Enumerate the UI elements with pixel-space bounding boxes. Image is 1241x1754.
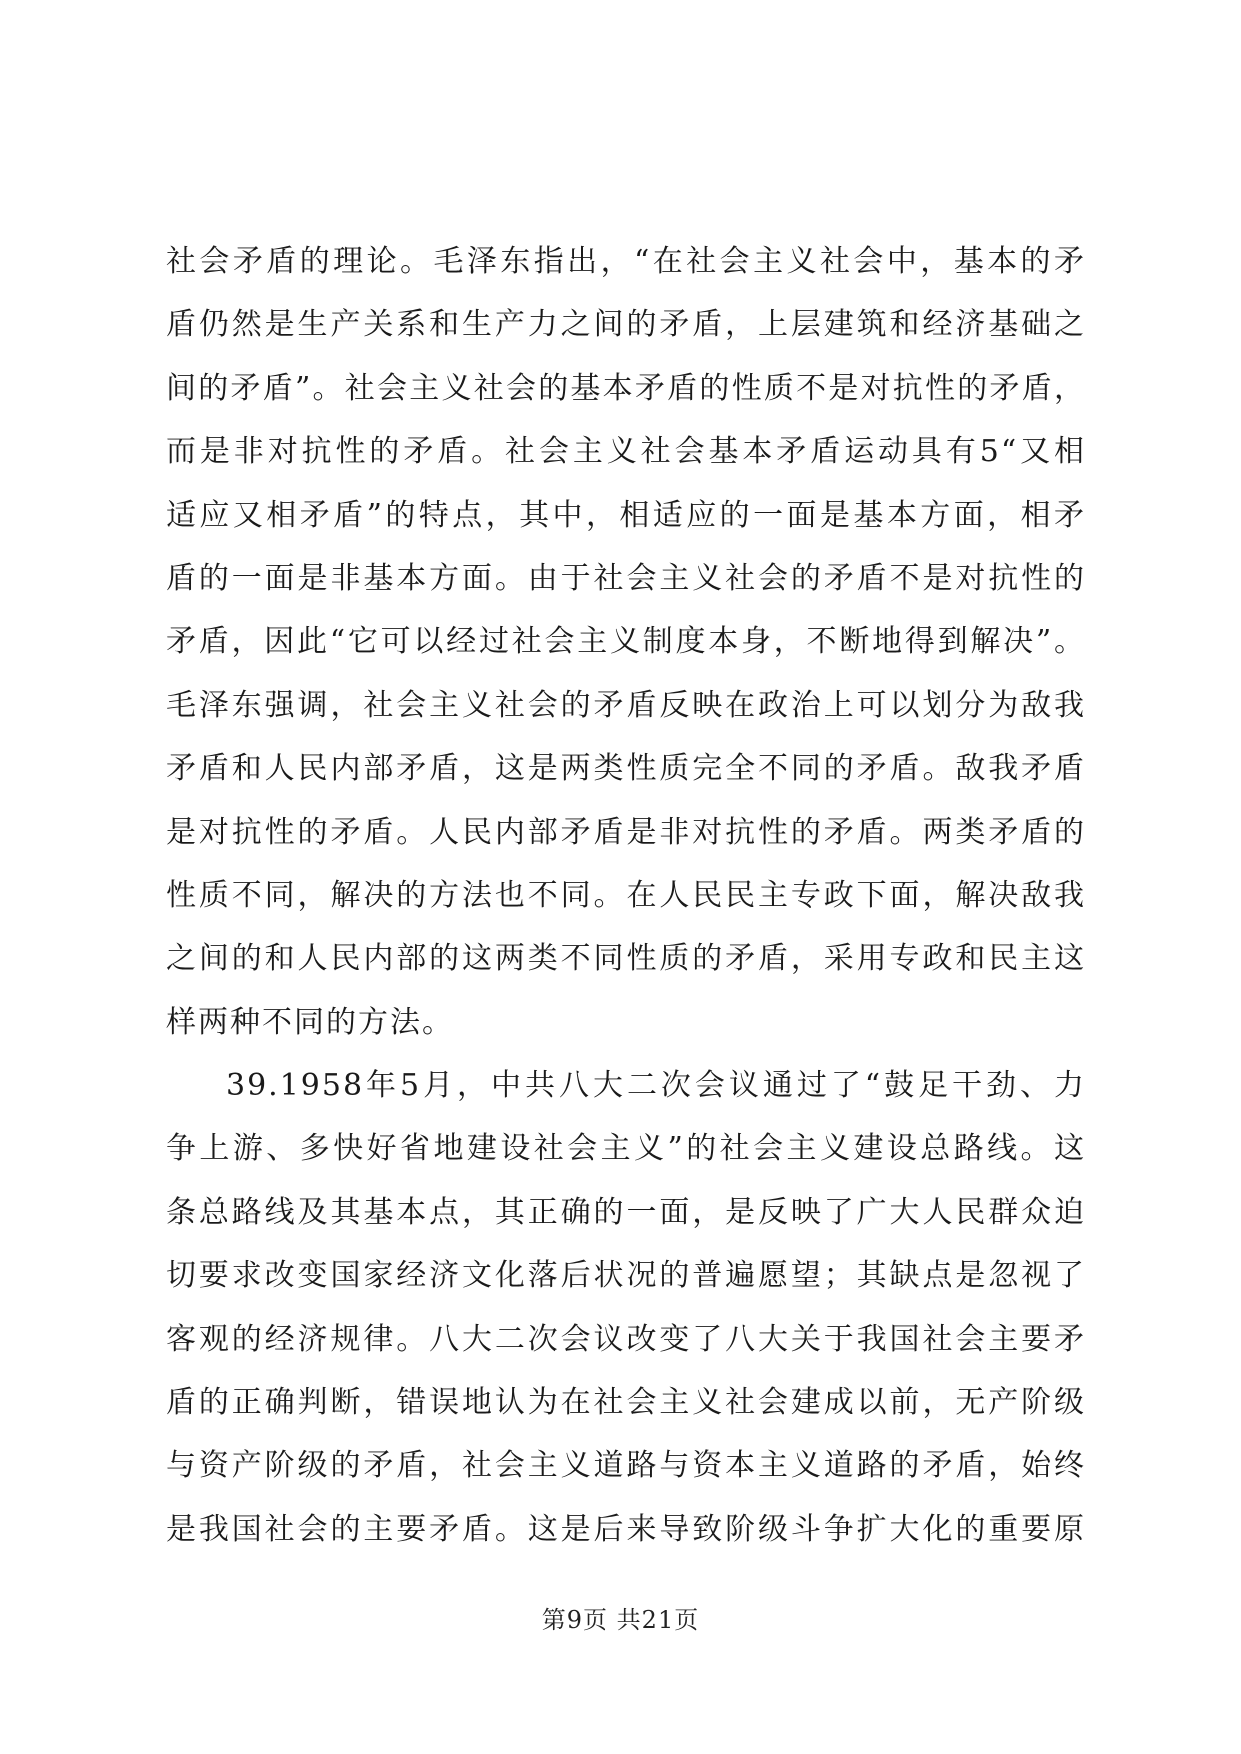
text-line: 客观的经济规律。八大二次会议改变了八大关于我国社会主要矛 [166, 1321, 1086, 1357]
body-text [166, 230, 1086, 1561]
text-line: 之间的和人民内部的这两类不同性质的矛盾，采用专政和民主这 [166, 941, 1086, 977]
text-line: 盾的正确判断，错误地认为在社会主义社会建成以前，无产阶级 [166, 1385, 1086, 1421]
paragraph-1 [166, 230, 1086, 1054]
text-line: 适应又相矛盾”的特点，其中，相适应的一面是基本方面，相矛 [166, 497, 1086, 533]
text-line: 与资产阶级的矛盾，社会主义道路与资本主义道路的矛盾，始终 [166, 1448, 1086, 1484]
text-line: 切要求改变国家经济文化落后状况的普遍愿望；其缺点是忽视了 [166, 1258, 1086, 1294]
text-line: 间的矛盾”。社会主义社会的基本矛盾的性质不是对抗性的矛盾， [166, 370, 1086, 406]
text-line: 毛泽东强调，社会主义社会的矛盾反映在政治上可以划分为敌我 [166, 687, 1086, 723]
text-line: 条总路线及其基本点，其正确的一面，是反映了广大人民群众迫 [166, 1194, 1086, 1230]
page-number-footer: 第9页 共21页 [541, 1606, 700, 1634]
paragraph-2 [166, 1054, 1086, 1561]
text-line: 性质不同，解决的方法也不同。在人民民主专政下面，解决敌我 [166, 877, 1086, 913]
text-line: 矛盾，因此“它可以经过社会主义制度本身，不断地得到解决”。 [166, 624, 1086, 660]
text-line: 样两种不同的方法。 [166, 1004, 454, 1040]
text-line: 盾的一面是非基本方面。由于社会主义社会的矛盾不是对抗性的 [166, 560, 1086, 596]
text-line: 社会矛盾的理论。毛泽东指出，“在社会主义社会中，基本的矛 [166, 244, 1086, 279]
text-line: 矛盾和人民内部矛盾，这是两类性质完全不同的矛盾。敌我矛盾 [166, 751, 1086, 787]
text-line: 而是非对抗性的矛盾。社会主义社会基本矛盾运动具有5“又相 [166, 434, 1086, 470]
text-line: 争上游、多快好省地建设社会主义”的社会主义建设总路线。这 [166, 1131, 1086, 1167]
text-line: 是我国社会的主要矛盾。这是后来导致阶级斗争扩大化的重要原 [166, 1511, 1086, 1547]
text-line: 是对抗性的矛盾。人民内部矛盾是非对抗性的矛盾。两类矛盾的 [166, 814, 1086, 850]
text-line: 盾仍然是生产关系和生产力之间的矛盾，上层建筑和经济基础之 [166, 307, 1086, 343]
text-line: 39.1958年5月，中共八大二次会议通过了“鼓足干劲、力 [226, 1068, 1086, 1104]
